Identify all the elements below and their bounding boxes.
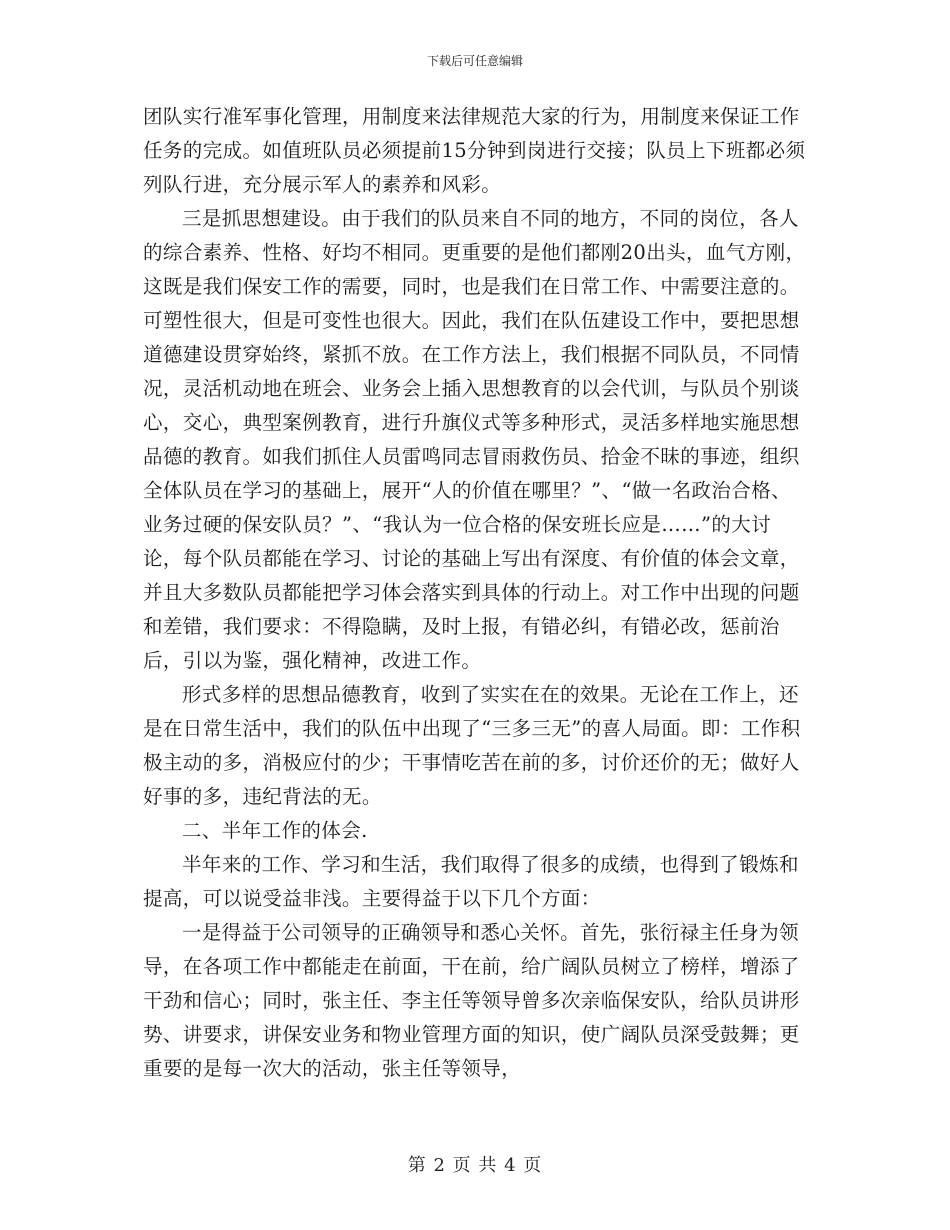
paragraph-2: 三是抓思想建设。由于我们的队员来自不同的地方，不同的岗位，各人的综合素养、性格、好均不相同。更重要的是他们都刚20出头，血气方刚，这既是我们保安工作的需要，同时，也是我们在日常工作、中需要注意的。可塑性很大，但是可变性也很大。因此，我们在队伍建设工作中，要把思想道德建设贯穿始终，紧抓不放。在工作方法上，我们根据不同队员，不同情况，灵活机动地在班会、业务会上插入思想教育的以会代训，与队员个别谈心，交心，典型案例教育，进行升旗仪式等多种形式，灵活多样地实施思想品德的教育。如我们抓住人员雷鸣同志冒雨救伤员、拾金不昧的事迹，组织全体队员在学习的基础上，展开“人的价值在哪里？”、“做一名政治合格、业务过硬的保安队员？”、“我认为一位合格的保安班长应是……”的大讨论，每个队员都能在学习、讨论的基础上写出有深度、有价值的体会文章，并且大多数队员都能把学习体会落实到具体的行动上。对工作中出现的问题和差错，我们要求：不得隐瞒，及时上报，有错必纠，有错必改，惩前治后，引以为鉴，强化精神，改进工作。 [143, 207, 806, 672]
paragraph-1: 团队实行准军事化管理，用制度来法律规范大家的行为，用制度来保证工作任务的完成。如值班队员必须提前15分钟到岗进行交接；队员上下班都必须列队行进，充分展示军人的素养和风彩。 [143, 105, 806, 196]
document-body [143, 100, 808, 1086]
page-header-note: 下载后可任意编辑 [426, 54, 523, 68]
paragraph-3: 形式多样的思想品德教育，收到了实实在在的效果。无论在工作上，还是在日常生活中，我们的队伍中出现了“三多三无”的喜人局面。即：工作积极主动的多，消极应付的少；干事情吃苦在前的多，讨价还价的无；做好人好事的多，违纪背法的无。 [143, 683, 801, 808]
page-number: 第 2 页 共 4 页 [407, 1155, 543, 1176]
paragraph-4: 半年来的工作、学习和生活，我们取得了很多的成绩，也得到了锻炼和提高，可以说受益非浅。主要得益于以下几个方面： [143, 853, 799, 910]
paragraph-5: 一是得益于公司领导的正确领导和悉心关怀。首先，张衍禄主任身为领导，在各项工作中都能走在前面，干在前，给广阔队员树立了榜样，增添了干劲和信心；同时，张主任、李主任等领导曾多次亲临保安队，给队员讲形势、讲要求，讲保安业务和物业管理方面的知识，使广阔队员深受鼓舞；更重要的是每一次大的活动，张主任等领导， [143, 921, 800, 1080]
section-heading: 二、半年工作的体会. [182, 819, 368, 842]
